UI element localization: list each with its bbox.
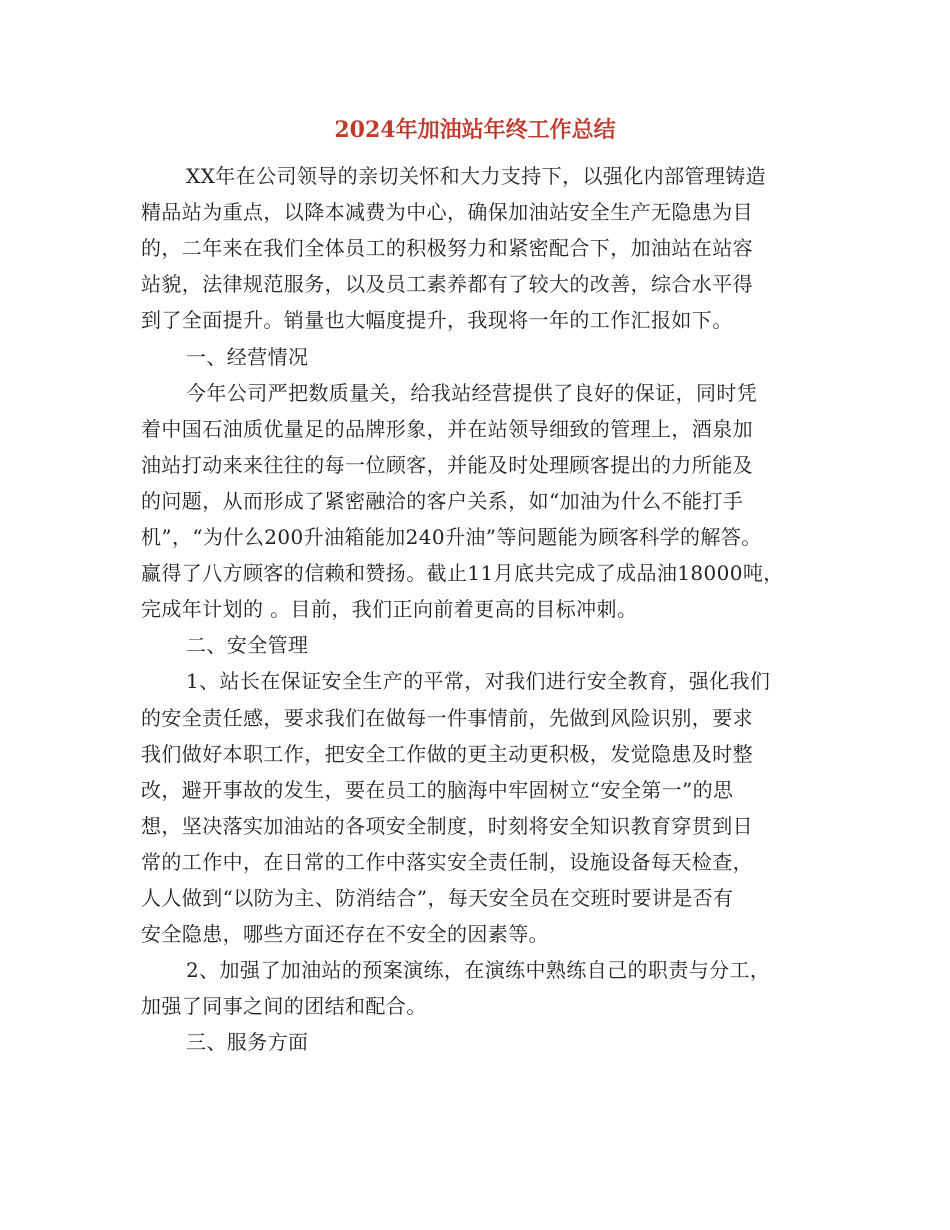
- text-line: 加强了同事之间的团结和配合。: [141, 994, 427, 1019]
- text-line: 三、服务方面: [186, 1030, 309, 1055]
- text-line: 到了全面提升。销量也大幅度提升，我现将一年的工作汇报如下。: [141, 308, 733, 333]
- text-line: 站貌，法律规范服务，以及员工素养都有了较大的改善，综合水平得: [141, 272, 753, 297]
- text-line: 精品站为重点，以降本减费为中心，确保加油站安全生产无隐患为目: [141, 200, 753, 225]
- text-line: 油站打动来来往往的每一位顾客，并能及时处理顾客提出的力所能及: [141, 452, 753, 477]
- text-line: 1、站长在保证安全生产的平常，对我们进行安全教育，强化我们: [186, 669, 771, 694]
- text-line: 今年公司严把数质量关，给我站经营提供了良好的保证，同时凭: [186, 380, 758, 405]
- text-line: 2、加强了加油站的预案演练，在演练中熟练自己的职责与分工，: [186, 958, 771, 983]
- text-line: 的，二年来在我们全体员工的积极努力和紧密配合下，加油站在站容: [141, 236, 753, 261]
- text-line: 安全隐患，哪些方面还存在不安全的因素等。: [141, 922, 549, 947]
- text-line: 我们做好本职工作，把安全工作做的更主动更积极，发觉隐患及时整: [141, 741, 753, 766]
- text-line: 常的工作中，在日常的工作中落实安全责任制，设施设备每天检查，: [141, 849, 753, 874]
- text-line: 的安全责任感，要求我们在做每一件事情前，先做到风险识别，要求: [141, 705, 753, 730]
- text-line: 改，避开事故的发生，要在员工的脑海中牢固树立“安全第一”的思: [141, 777, 734, 802]
- text-line: 赢得了八方顾客的信赖和赞扬。截止11月底共完成了成品油18000吨，: [141, 561, 784, 586]
- text-line: 一、经营情况: [186, 344, 309, 369]
- text-line: 的问题，从而形成了紧密融洽的客户关系，如“加油为什么不能打手: [141, 488, 744, 513]
- text-line: 人人做到“以防为主、防消结合”，每天安全员在交班时要讲是否有: [141, 886, 734, 910]
- document-title: 2024年加油站年终工作总结: [334, 117, 616, 143]
- text-line: XX年在公司领导的亲切关怀和大力支持下，以强化内部管理铸造: [186, 164, 767, 188]
- text-line: 想，坚决落实加油站的各项安全制度，时刻将安全知识教育穿贯到日: [141, 813, 753, 838]
- text-line: 完成年计划的 。目前，我们正向前着更高的目标冲刺。: [141, 597, 638, 622]
- text-line: 着中国石油质优量足的品牌形象，并在站领导细致的管理上，酒泉加: [141, 416, 753, 441]
- text-line: 机”，“为什么200升油箱能加240升油”等问题能为顾客科学的解答。: [141, 525, 762, 549]
- text-line: 二、安全管理: [186, 633, 309, 658]
